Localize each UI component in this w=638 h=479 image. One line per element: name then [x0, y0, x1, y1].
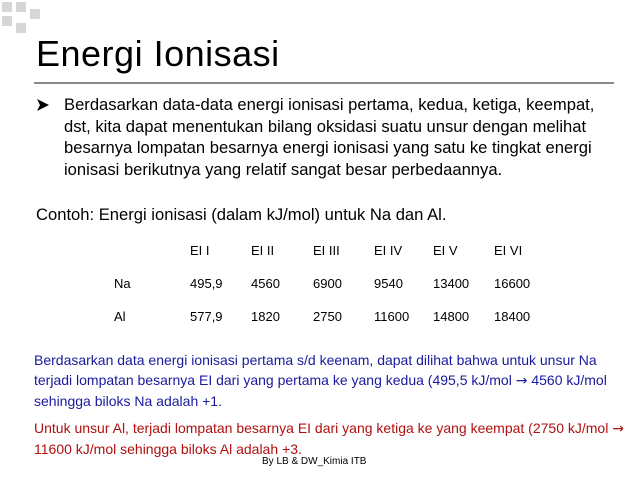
- table-row: [96, 267, 554, 300]
- table-cell: 6900: [313, 276, 342, 291]
- table-cell: 9540: [374, 276, 403, 291]
- table-cell: 18400: [494, 309, 531, 324]
- table-header-row: [96, 234, 554, 267]
- table-cell: Al: [114, 309, 126, 324]
- table-cell: 495,9: [190, 276, 223, 291]
- footer-credit: By LB & DW_Kimia ITB: [262, 456, 367, 467]
- table-header: EI I: [190, 243, 210, 258]
- bullet-arrow-icon: [37, 99, 49, 111]
- table-cell: 16600: [494, 276, 531, 291]
- na-text-before: Berdasarkan data energi ionisasi pertama s/d keenam, dapat dilihat bahwa untuk unsur Na terjadi lompatan besarnya EI dari yang pertama ke yang kedua (495,5 kJ/mol: [34, 352, 597, 388]
- table-cell: 13400: [433, 276, 470, 291]
- table-cell: 577,9: [190, 309, 223, 324]
- right-arrow-icon: →: [515, 373, 528, 389]
- table-header: EI II: [251, 243, 275, 258]
- table-cell: 1820: [251, 309, 280, 324]
- table-cell: 4560: [251, 276, 280, 291]
- al-text-before: Untuk unsur Al, terjadi lompatan besarnya EI dari yang ketiga ke yang keempat (2750 kJ/mol: [34, 420, 613, 436]
- slide-title: Energi Ionisasi: [36, 33, 280, 74]
- al-explanation: [34, 418, 624, 459]
- na-text-after: 4560 kJ/mol sehingga biloks Na adalah +1.: [34, 372, 607, 409]
- table-cell: 11600: [374, 309, 410, 324]
- table-cell: Na: [114, 276, 131, 291]
- table-header: EI IV: [374, 243, 403, 258]
- na-explanation: [34, 350, 624, 411]
- right-arrow-icon: →: [612, 421, 624, 437]
- table-cell: 14800: [433, 309, 470, 324]
- table-cell: 2750: [313, 309, 342, 324]
- table-header: EI V: [433, 243, 458, 258]
- title-underline: [34, 82, 614, 84]
- ionization-energy-table: [96, 234, 554, 333]
- table-header: [96, 234, 190, 267]
- example-caption: Contoh: Energi ionisasi (dalam kJ/mol) untuk Na dan Al.: [36, 205, 447, 224]
- bullet-text: Berdasarkan data-data energi ionisasi pertama, kedua, ketiga, keempat, dst, kita dapat menentukan bilang oksidasi suatu unsur dengan melihat besarnya lompatan besarnya energi ionisasi yang satu ke tingkat energi ionisasi berikutnya yang relatif sangat besar perbedaannya.: [64, 95, 595, 179]
- al-text-after: 11600 kJ/mol sehingga biloks Al adalah +3.: [34, 441, 302, 457]
- table-header: EI VI: [494, 243, 523, 258]
- table-row: [96, 300, 554, 333]
- table-header: EI III: [313, 243, 340, 258]
